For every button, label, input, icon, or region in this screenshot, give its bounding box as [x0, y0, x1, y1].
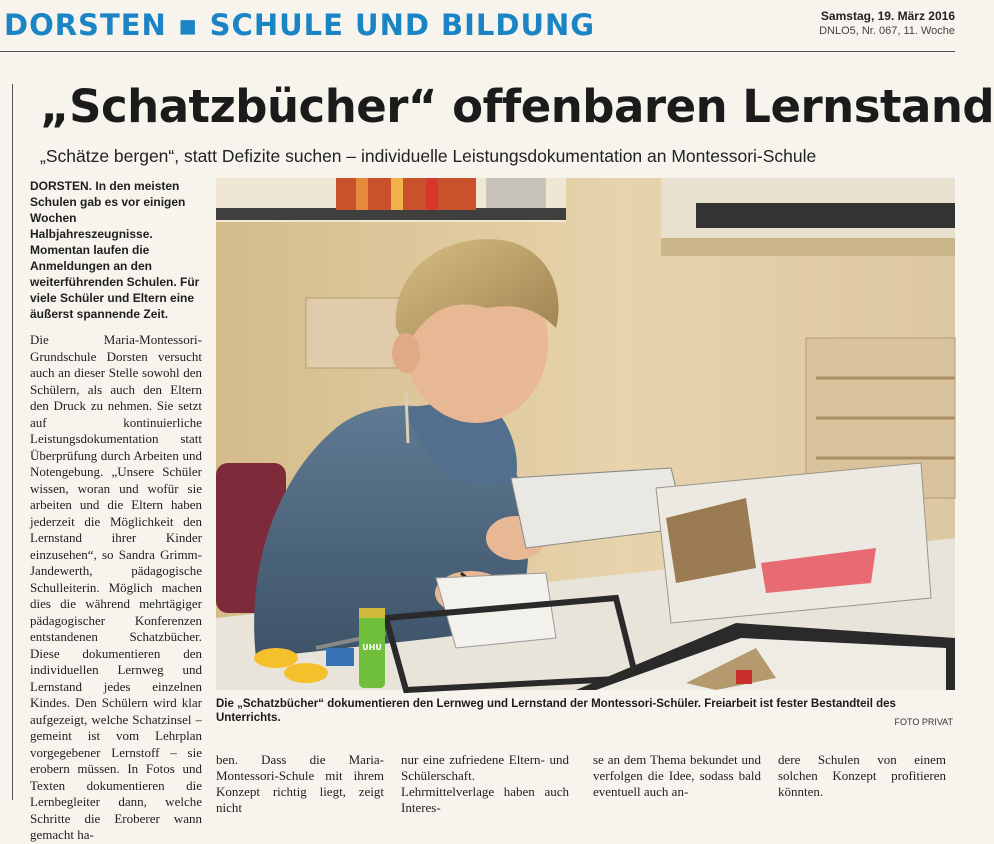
- bottom-column-2: nur eine zufriedene Eltern- und Schülerschaft. Lehrmittelverlage haben auch Interes-: [401, 752, 569, 815]
- bottom-column-4: dere Schulen von einem solchen Konzept profitieren könnten.: [778, 752, 946, 799]
- left-text-column: [30, 178, 202, 842]
- dateline: DORSTEN.: [30, 179, 93, 193]
- bottom-column-3: se an dem Thema bekundet und verfolgen die Idee, sodass bald eventuell auch an-: [593, 752, 761, 799]
- lead-text: In den meisten Schulen gab es vor einigen Wochen Halbjahreszeugnisse. Momentan laufen die Anmeldungen an den weiterführenden Schulen. Für viele Schüler und Eltern eine äußerst spannende Zeit.: [30, 179, 200, 321]
- article-headline: „Schatzbücher“ offenbaren Lernstand: [40, 80, 994, 133]
- header-rule: [0, 51, 955, 52]
- photo-caption: Die „Schatzbücher“ dokumentieren den Lernweg und Lernstand der Montessori-Schüler. Freiarbeit ist fester Bestandteil des Unterrichts.: [216, 698, 896, 724]
- article-subheadline: „Schätze bergen“, statt Defizite suchen – individuelle Leistungsdokumentation an Montessori-Schule: [40, 146, 817, 166]
- photo-credit: FOTO PRIVAT: [894, 717, 953, 727]
- article-lead: [30, 178, 202, 322]
- bottom-column-1: ben. Dass die Maria-Montessori-Schule mit ihrem Konzept richtig liegt, zeigt nicht: [216, 752, 384, 815]
- issue-date: Samstag, 19. März 2016: [820, 9, 955, 23]
- left-column-rule: [12, 84, 13, 800]
- issue-edition: DNLO5, Nr. 067, 11. Woche: [819, 25, 955, 37]
- article-body-left: Die Maria-Montessori-Grundschule Dorsten versucht auch an dieser Stelle sowohl den Schülern, als auch den Eltern den Druck zu nehmen. Sie setzt auf kontinuierliche Leistungsdokumentation statt Überprüfung durch Arbeiten und Notengebung. „Unsere Schüler wissen, woran und wofür sie arbeiten und die Eltern haben jederzeit die Möglichkeit den Lernstand ihrer Kinder einzusehen“, so Sandra Grimm-Jandewerth, pädagogische Schulleiterin. Möglich machen dies die während mehrtägiger pädagogischer Konferenzen entstandenen Schatzbücher. Diese dokumentieren den individuellen Lernweg und Lernstand jedes einzelnen Kindes. Den Schülern wird klar aufgezeigt, welche Schatzinsel – gemeint ist vom Lehrplan vorgegebener Lernstoff – sie erobern müssen. In Fotos und Texten dokumentieren die Lernbegleiter dann, welche Schritte die Eroberer wann gemacht ha-: [30, 332, 202, 842]
- glue-stick-label: UHU: [362, 643, 382, 652]
- article-photo: [216, 178, 955, 690]
- section-title: DORSTEN ▪ SCHULE UND BILDUNG: [4, 8, 596, 42]
